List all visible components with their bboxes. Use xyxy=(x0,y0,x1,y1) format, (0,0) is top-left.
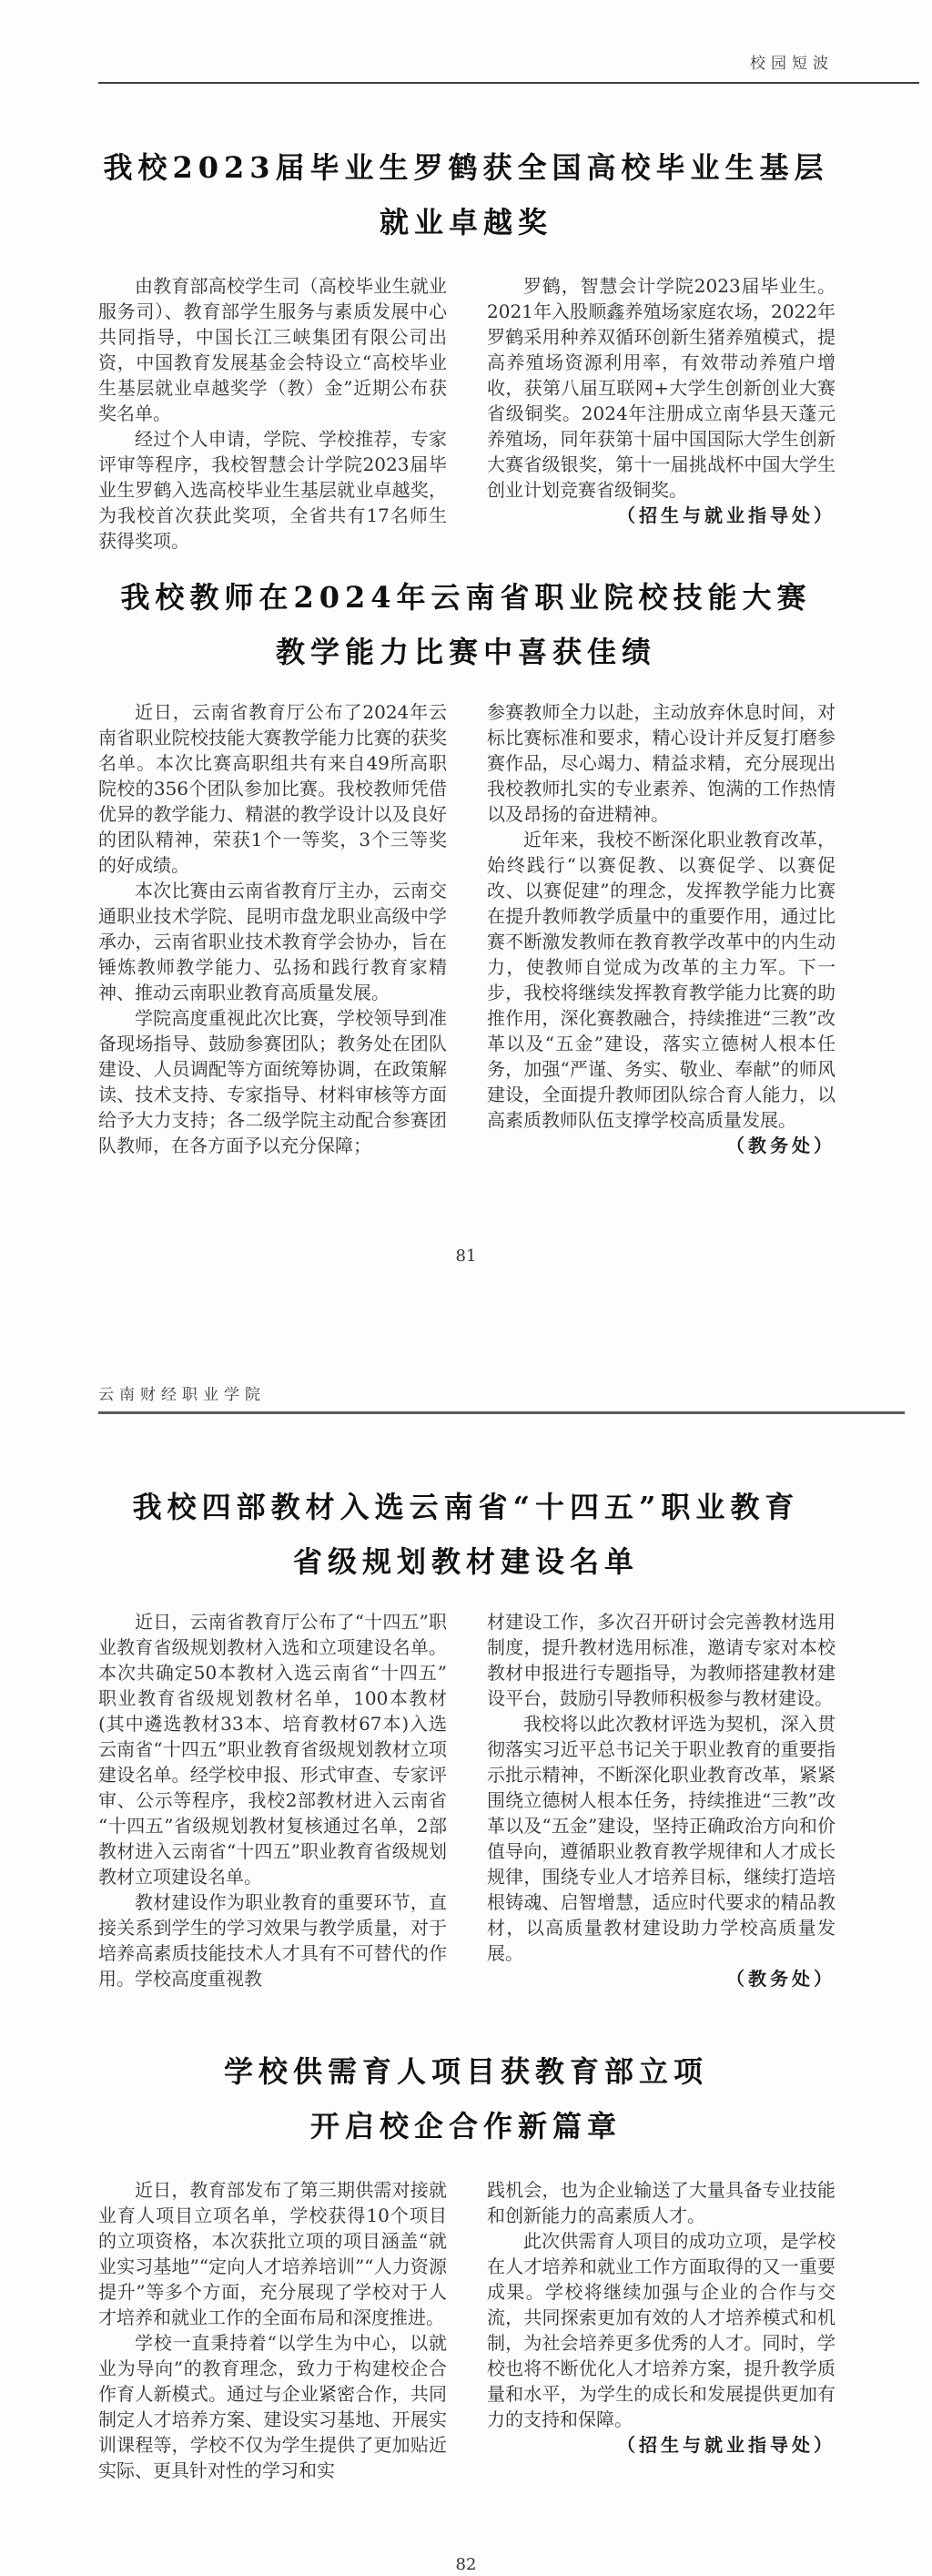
article-title-line-2: 省级规划教材建设名单 xyxy=(292,1544,639,1579)
page-header xyxy=(0,1268,932,1406)
header-rule xyxy=(98,1411,905,1414)
article-title xyxy=(0,148,932,242)
article-body xyxy=(0,273,932,554)
paragraph: 近年来，我校不断深化职业教育改革，始终践行“以赛促教、以赛促学、以赛促改、以赛促建”的理念，发挥教学能力比赛在提升教师教学质量中的重要作用，通过比赛不断激发教师在教育教学改革中的内生动力，使教师自觉成为改革的主力军。下一步，我校将继续发挥教育教学能力比赛的助推作用，深化赛教融合，持续推进“三教”改革以及“五金”建设，落实立德树人根本任务，加强“严谨、务实、敬业、奉献”的师风建设，全面提升教师团队综合育人能力，以高素质教师队伍支撑学校高质量发展。 xyxy=(487,829,836,1131)
paragraph: 学院高度重视此次比赛，学校领导到准备现场指导、鼓励参赛团队；教务处在团队建设、人员调配等方面统筹协调，在政策解读、技术支持、专家指导、材料审核等方面给予大力支持；各二级学院主动配合参赛团队教师，在各方面予以充分保障； xyxy=(98,1007,447,1156)
paragraph: 近日，云南省教育厅公布了2024年云南省职业院校技能大赛教学能力比赛的获奖名单。本次比赛高职组共有来自49所高职院校的356个团队参加比赛。我校教师凭借优异的教学能力、精湛的教学设计以及良好的团队精神，荣获1个一等奖，3个三等奖的好成绩。 xyxy=(98,701,447,876)
paragraph-continuation: 参赛教师全力以赴，主动放弃休息时间，对标比赛标准和要求，精心设计并反复打磨参赛作品，尽心竭力、精益求精，充分展现出我校教师扎实的专业素养、饱满的工作热情以及昂扬的奋进精神。 xyxy=(487,701,836,825)
header-rule xyxy=(98,82,919,84)
page-81 xyxy=(0,0,932,1268)
paragraph-continuation: 践机会，也为企业输送了大量具备专业技能和创新能力的高素质人才。 xyxy=(487,2179,836,2226)
article-body xyxy=(0,699,932,1158)
article-title-line-2: 就业卓越奖 xyxy=(379,205,552,239)
article-title-line-2: 开启校企合作新篇章 xyxy=(309,2109,622,2143)
article-title xyxy=(0,577,932,672)
page-number: 81 xyxy=(455,1247,477,1266)
signature: （教务处） xyxy=(726,1968,836,1990)
signature: （教务处） xyxy=(726,1135,836,1156)
paragraph-continuation: 材建设工作，多次召开研讨会完善教材选用制度，提升教材选用标准，邀请专家对本校教材申报进行专题指导，为教师搭建教材建设平台，鼓励引导教师积极参与教材建设。 xyxy=(487,1611,836,1709)
article-textbook-selection xyxy=(0,1487,932,1991)
article-title-line-1: 学校供需育人项目获教育部立项 xyxy=(223,2054,708,2089)
paragraph: 我校将以此次教材评选为契机，深入贯彻落实习近平总书记关于职业教育的重要指示批示精神，不断深化职业教育改革，紧紧围绕立德树人根本任务，持续推进“三教”改革以及“五金”建设，坚持正确政治方向和价值导向，遵循职业教育教学规律和人才成长规律，围绕专业人才培养目标，继续打造培根铸魂、启智增慧，适应时代要求的精品教材，以高质量教材建设助力学校高质量发展。 xyxy=(487,1713,836,1964)
left-column xyxy=(98,273,447,554)
right-column xyxy=(487,699,836,1158)
article-body xyxy=(0,1609,932,1991)
article-body xyxy=(0,2177,932,2483)
left-column xyxy=(98,2177,447,2483)
paragraph: 学校一直秉持着“以学生为中心，以就业为导向”的教育理念，致力于构建校企合作育人新模式。通过与企业紧密合作，共同制定人才培养方案、建设实习基地、开展实训课程等，学校不仅为学生提供了更加贴近实际、更具针对性的学习和实 xyxy=(98,2332,447,2481)
page-header xyxy=(0,0,932,75)
article-luohe-award xyxy=(0,148,932,554)
article-teaching-competition xyxy=(0,577,932,1158)
article-title-line-1: 我校2023届毕业生罗鹤获全国高校毕业生基层 xyxy=(103,150,829,185)
article-supply-demand-project xyxy=(0,2052,932,2483)
page-82 xyxy=(0,1268,932,2576)
paragraph: 罗鹤，智慧会计学院2023届毕业生。2021年入股顺鑫养殖场家庭农场，2022年罗鹤采用种养双循环创新生猪养殖模式，提高养殖场资源利用率，有效带动养殖户增收，获第八届互联网+大学生创新创业大赛省级铜奖。2024年注册成立南华县天蓬元养殖场，同年获第十届中国国际大学生创新大赛省级银奖，第十一届挑战杯中国大学生创业计划竞赛省级铜奖。 xyxy=(487,275,836,501)
page-number: 82 xyxy=(455,2555,477,2574)
right-column xyxy=(487,1609,836,1991)
right-column xyxy=(487,273,836,554)
article-title xyxy=(0,1487,932,1582)
left-column xyxy=(98,699,447,1158)
signature: （招生与就业指导处） xyxy=(617,504,836,526)
paragraph: 近日，云南省教育厅公布了“十四五”职业教育省级规划教材入选和立项建设名单。本次共确定50本教材入选云南省“十四五”职业教育省级规划教材名单，100本教材(其中遴选教材33本、培育教材67本)入选云南省“十四五”职业教育省级规划教材立项建设名单。经学校申报、形式审查、专家评审、公示等程序，我校2部教材进入云南省“十四五”省级规划教材复核通过名单，2部教材进入云南省“十四五”职业教育省级规划教材立项建设名单。 xyxy=(98,1611,447,1888)
article-title xyxy=(0,2052,932,2146)
signature: （招生与就业指导处） xyxy=(617,2434,836,2456)
article-title-line-1: 我校四部教材入选云南省“十四五”职业教育 xyxy=(132,1490,800,1524)
running-head-campus-brief: 校园短波 xyxy=(750,55,834,73)
right-column xyxy=(487,2177,836,2483)
paragraph: 近日，教育部发布了第三期供需对接就业育人项目立项名单，学校获得10个项目的立项资格，本次获批立项的项目涵盖“就业实习基地”“定向人才培养培训”“人力资源提升”等多个方面，充分展现了学校对于人才培养和就业工作的全面布局和深度推进。 xyxy=(98,2179,447,2328)
paragraph: 由教育部高校学生司（高校毕业生就业服务司）、教育部学生服务与素质发展中心共同指导，中国长江三峡集团有限公司出资，中国教育发展基金会特设立“高校毕业生基层就业卓越奖学（教）金”近期公布获奖名单。 xyxy=(98,275,447,424)
paragraph: 经过个人申请，学院、学校推荐，专家评审等程序，我校智慧会计学院2023届毕业生罗鹤入选高校毕业生基层就业卓越奖，为我校首次获此奖项，全省共有17名师生获得奖项。 xyxy=(98,428,447,552)
running-head-college-name: 云南财经职业学院 xyxy=(98,1386,266,1404)
paragraph: 教材建设作为职业教育的重要环节，直接关系到学生的学习效果与教学质量，对于培养高素质技能技术人才具有不可替代的作用。学校高度重视教 xyxy=(98,1891,447,1990)
left-column xyxy=(98,1609,447,1991)
paragraph: 本次比赛由云南省教育厅主办，云南交通职业技术学院、昆明市盘龙职业高级中学承办，云南省职业技术教育学会协办，旨在锤炼教师教学能力、弘扬和践行教育家精神、推动云南职业教育高质量发展。 xyxy=(98,880,447,1003)
article-title-line-1: 我校教师在2024年云南省职业院校技能大赛 xyxy=(120,580,812,615)
article-title-line-2: 教学能力比赛中喜获佳绩 xyxy=(275,635,656,669)
paragraph: 此次供需育人项目的成功立项，是学校在人才培养和就业工作方面取得的又一重要成果。学校将继续加强与企业的合作与交流，共同探索更加有效的人才培养模式和机制，为社会培养更多优秀的人才。同时，学校也将不断优化人才培养方案，提升教学质量和水平，为学生的成长和发展提供更加有力的支持和保障。 xyxy=(487,2230,836,2430)
